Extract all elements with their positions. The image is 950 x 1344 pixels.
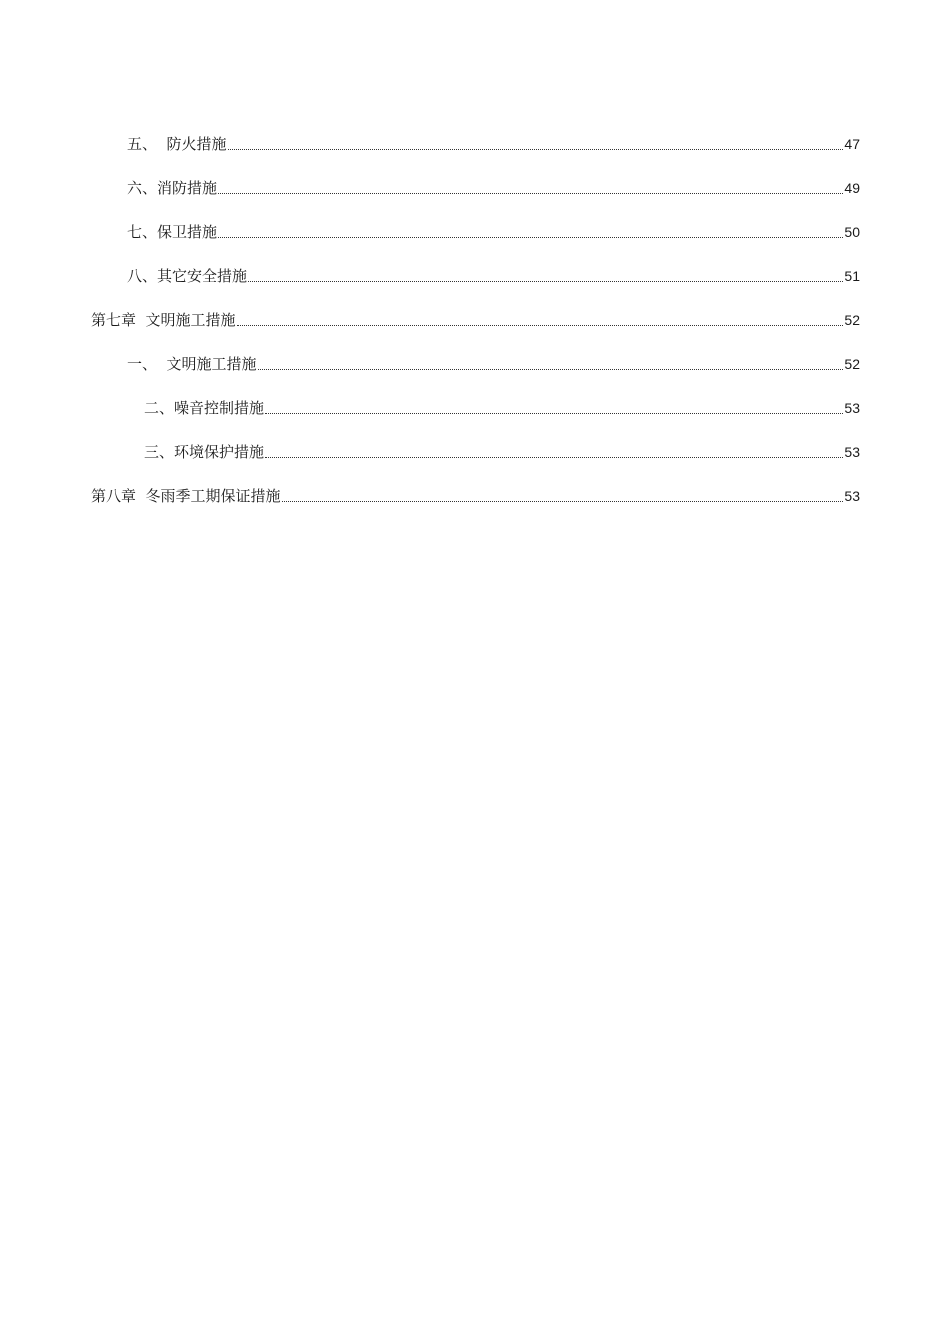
- toc-dot-leader: [282, 486, 844, 506]
- toc-dot-leader: [218, 178, 843, 198]
- toc-entry-chapter-8[interactable]: [91, 478, 860, 506]
- toc-entry-environmental-protection[interactable]: [144, 434, 860, 462]
- toc-entry-other-safety[interactable]: [127, 258, 860, 286]
- toc-entry-page: 53: [844, 488, 860, 504]
- toc-entry-page: 53: [844, 400, 860, 416]
- toc-entry-fire-fighting[interactable]: [127, 170, 860, 198]
- toc-entry-title: 七、保卫措施: [127, 223, 218, 241]
- toc-dot-leader: [248, 266, 843, 286]
- toc-entry-chapter-7[interactable]: [91, 302, 860, 330]
- toc-entry-title: 三、环境保护措施: [144, 443, 265, 461]
- toc-entry-page: 53: [844, 444, 860, 460]
- toc-entry-title: 六、消防措施: [127, 179, 218, 197]
- toc-entry-title: 第八章 冬雨季工期保证措施: [91, 487, 281, 505]
- toc-entry-title: 五、 防火措施: [127, 135, 227, 153]
- toc-entry-noise-control[interactable]: [144, 390, 860, 418]
- toc-entry-page: 49: [844, 180, 860, 196]
- toc-entry-page: 51: [844, 268, 860, 284]
- toc-entry-security[interactable]: [127, 214, 860, 242]
- toc-entry-title: 第七章 文明施工措施: [91, 311, 236, 329]
- toc-entry-civilized-construction[interactable]: [127, 346, 860, 374]
- toc-dot-leader: [228, 134, 844, 154]
- toc-entry-page: 52: [844, 312, 860, 328]
- toc-dot-leader: [265, 398, 843, 418]
- toc-dot-leader: [265, 442, 843, 462]
- toc-entry-title: 八、其它安全措施: [127, 267, 248, 285]
- toc-entry-fire-prevention[interactable]: [127, 126, 860, 154]
- toc-entry-page: 50: [844, 224, 860, 240]
- toc-entry-page: 52: [844, 356, 860, 372]
- toc-dot-leader: [237, 310, 844, 330]
- toc-entry-title: 一、 文明施工措施: [127, 355, 257, 373]
- toc-entry-title: 二、噪音控制措施: [144, 399, 265, 417]
- toc-entry-page: 47: [844, 136, 860, 152]
- toc-dot-leader: [258, 354, 844, 374]
- toc-dot-leader: [218, 222, 843, 242]
